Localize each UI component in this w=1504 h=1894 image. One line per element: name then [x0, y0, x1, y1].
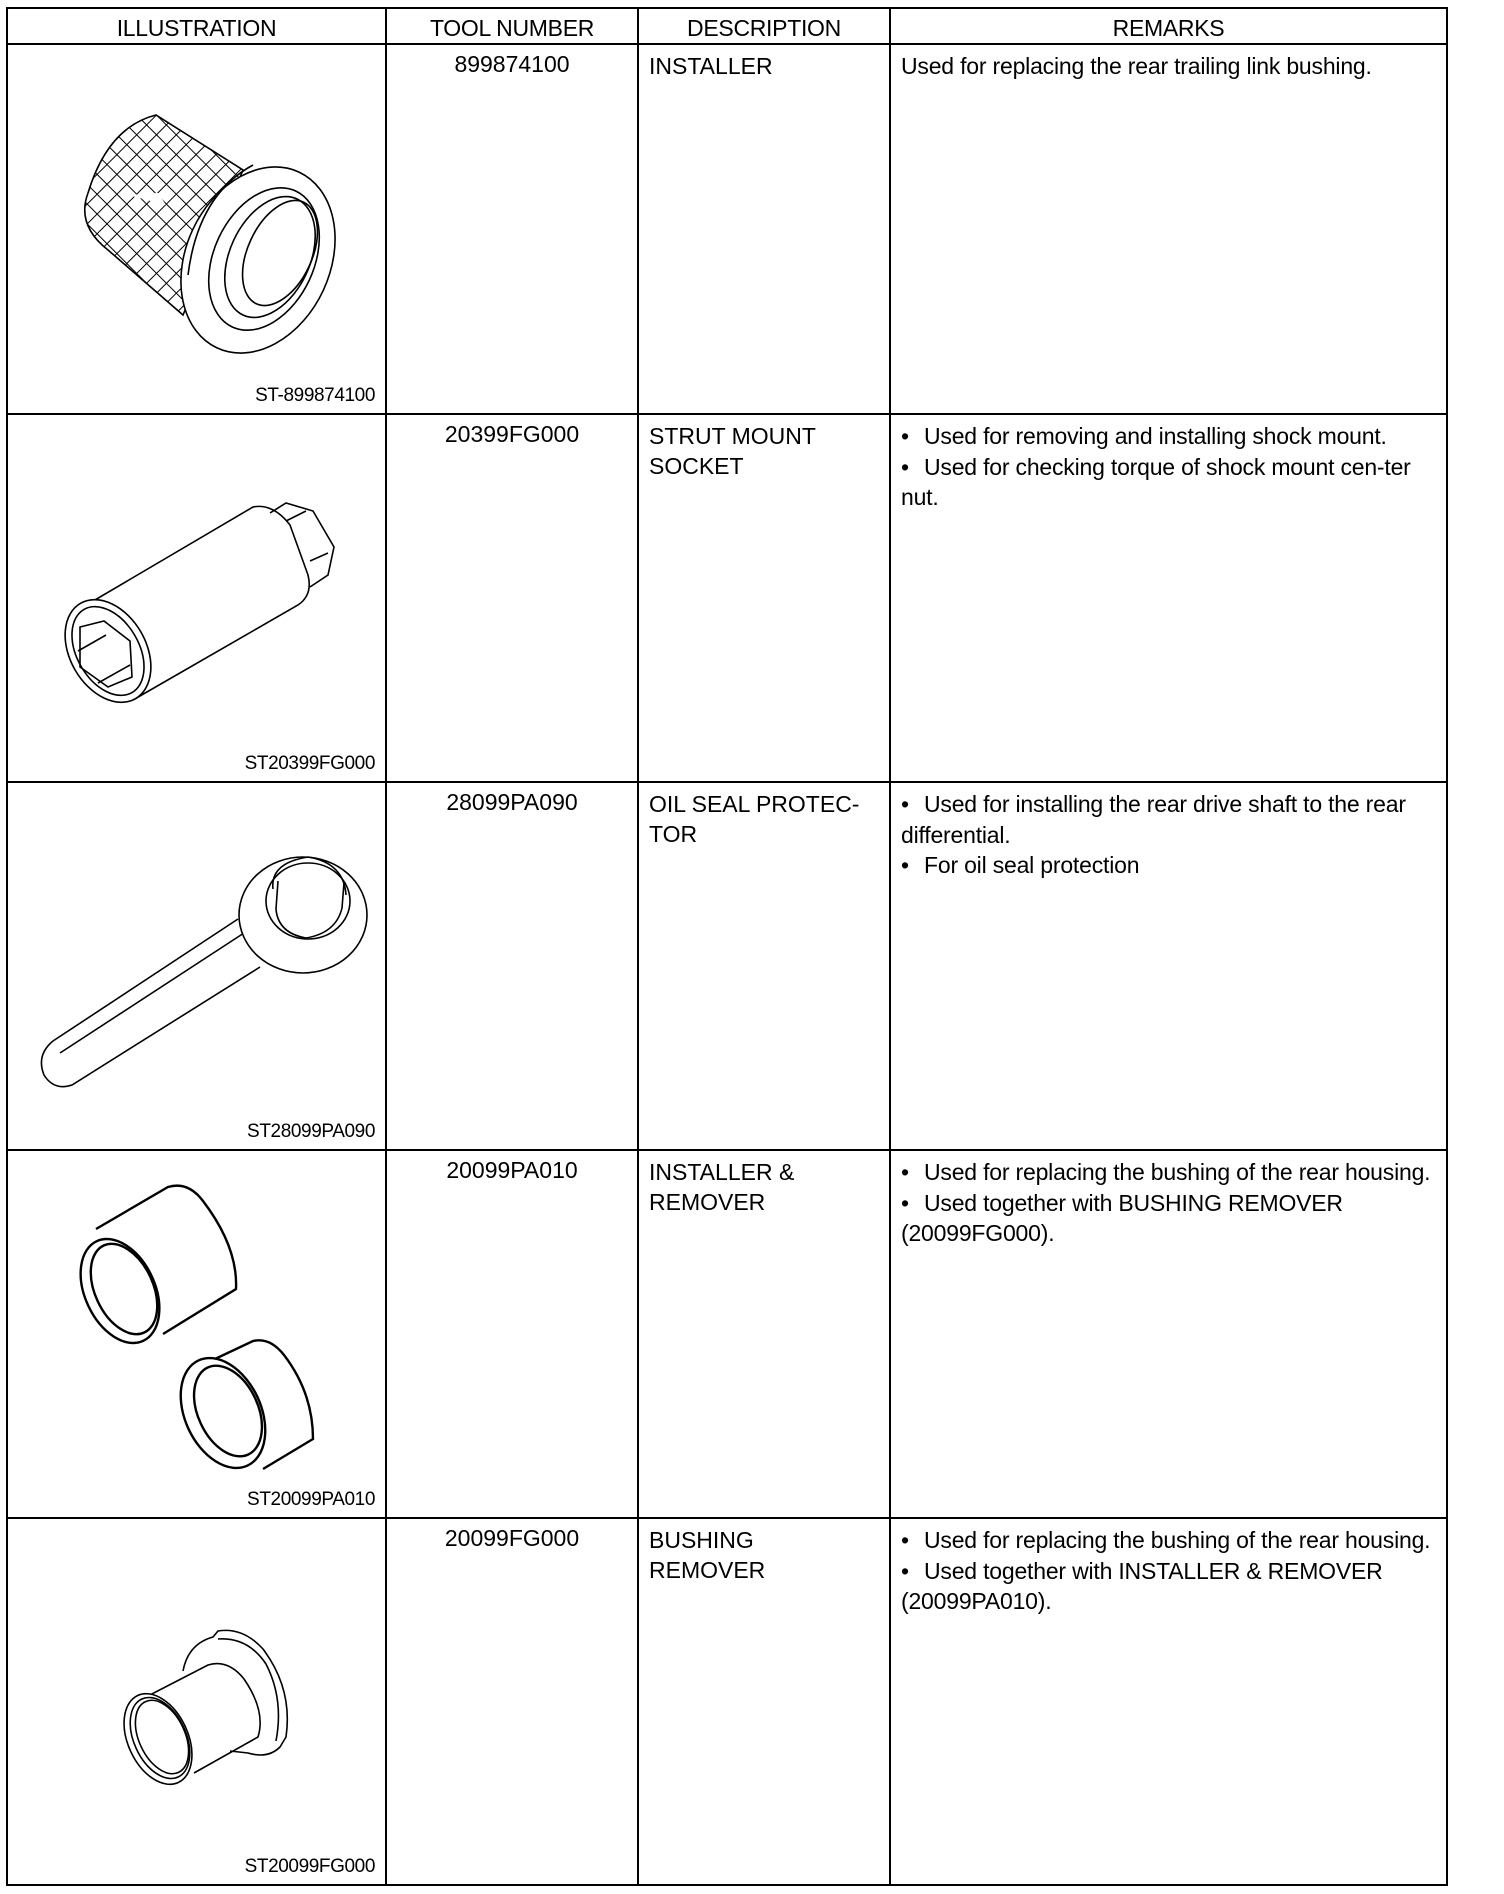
remark-item	[901, 421, 1438, 452]
illustration-cell	[8, 415, 385, 781]
tool-remarks	[891, 783, 1446, 1149]
table-row	[8, 415, 1446, 781]
oil-seal-protector-icon	[8, 783, 385, 1149]
bullet-icon: •	[901, 852, 909, 878]
remark-item	[901, 850, 1438, 881]
table-row	[8, 45, 1446, 413]
illustration-cell	[8, 1519, 385, 1884]
tool-remarks	[891, 1519, 1446, 1884]
illustration-code: ST-899874100	[255, 385, 375, 406]
remark-text: Used together with BUSHING REMOVER (20099FG000).	[901, 1189, 1343, 1246]
tool-description	[639, 45, 889, 413]
remark-item	[901, 1556, 1438, 1617]
description-line: REMOVER	[649, 1557, 766, 1583]
bullet-icon: •	[901, 1527, 909, 1553]
remark-item	[901, 789, 1438, 850]
description-line: STRUT MOUNT	[649, 423, 816, 449]
remark-text: Used together with INSTALLER & REMOVER (20099PA010).	[901, 1557, 1383, 1614]
bullet-icon: •	[901, 791, 909, 817]
remark-text: Used for checking torque of shock mount cen-ter nut.	[901, 453, 1411, 510]
remark-text: Used for removing and installing shock mount.	[924, 423, 1387, 449]
remark-item	[901, 1157, 1438, 1188]
table-row	[8, 1519, 1446, 1884]
hex-socket-icon	[8, 415, 385, 781]
illustration-code: ST20099PA010	[247, 1489, 375, 1510]
illustration-cell	[8, 45, 385, 413]
tool-remarks	[891, 45, 1446, 413]
bullet-icon: •	[901, 453, 909, 480]
header-description: DESCRIPTION	[687, 15, 841, 41]
tool-number: 899874100	[454, 51, 570, 77]
tool-description	[639, 783, 889, 1149]
remark-text: Used for replacing the bushing of the rear housing.	[924, 1159, 1431, 1185]
bushing-remover-icon	[8, 1519, 385, 1884]
description-line: INSTALLER	[649, 53, 773, 79]
tool-description	[639, 415, 889, 781]
tool-description	[639, 1151, 889, 1517]
illustration-cell	[8, 1151, 385, 1517]
tool-number: 20399FG000	[444, 421, 580, 447]
description-line: BUSHING	[649, 1527, 754, 1553]
header-illustration: ILLUSTRATION	[116, 15, 277, 41]
bullet-icon: •	[901, 1557, 909, 1584]
remark-item	[901, 1188, 1438, 1249]
description-line: REMOVER	[649, 1189, 766, 1215]
table-row	[8, 1151, 1446, 1517]
tool-remarks	[891, 415, 1446, 781]
remark-text: Used for replacing the rear trailing link bushing.	[901, 53, 1372, 79]
remark-text: Used for installing the rear drive shaft to the rear differential.	[901, 791, 1406, 848]
bullet-icon: •	[901, 423, 909, 449]
remark-item	[901, 1525, 1438, 1556]
tool-remarks	[891, 1151, 1446, 1517]
illustration-code: ST20099FG000	[244, 1856, 375, 1877]
remark-text: Used for replacing the bushing of the rear housing.	[924, 1527, 1431, 1553]
tool-description	[639, 1519, 889, 1884]
illustration-code: ST28099PA090	[247, 1121, 375, 1142]
description-line: OIL SEAL PROTEC-	[649, 791, 860, 817]
description-line: INSTALLER &	[649, 1159, 795, 1185]
tool-number: 20099PA010	[446, 1157, 578, 1183]
header-tool-number: TOOL NUMBER	[429, 15, 595, 41]
bullet-icon: •	[901, 1189, 909, 1216]
description-line: TOR	[649, 821, 698, 847]
header-remarks: REMARKS	[1112, 15, 1225, 41]
knurled-installer-cylinder-icon	[8, 45, 385, 413]
remark-text: For oil seal protection	[924, 852, 1140, 878]
description-line: SOCKET	[649, 453, 744, 479]
table-row	[8, 783, 1446, 1149]
remark-item	[901, 452, 1438, 513]
illustration-cell	[8, 783, 385, 1149]
special-tools-table	[6, 7, 1448, 1886]
bullet-icon: •	[901, 1159, 909, 1185]
tool-number: 20099FG000	[444, 1525, 580, 1551]
bushing-sleeves-icon	[8, 1151, 385, 1517]
tool-number: 28099PA090	[446, 789, 578, 815]
illustration-code: ST20399FG000	[244, 753, 375, 774]
